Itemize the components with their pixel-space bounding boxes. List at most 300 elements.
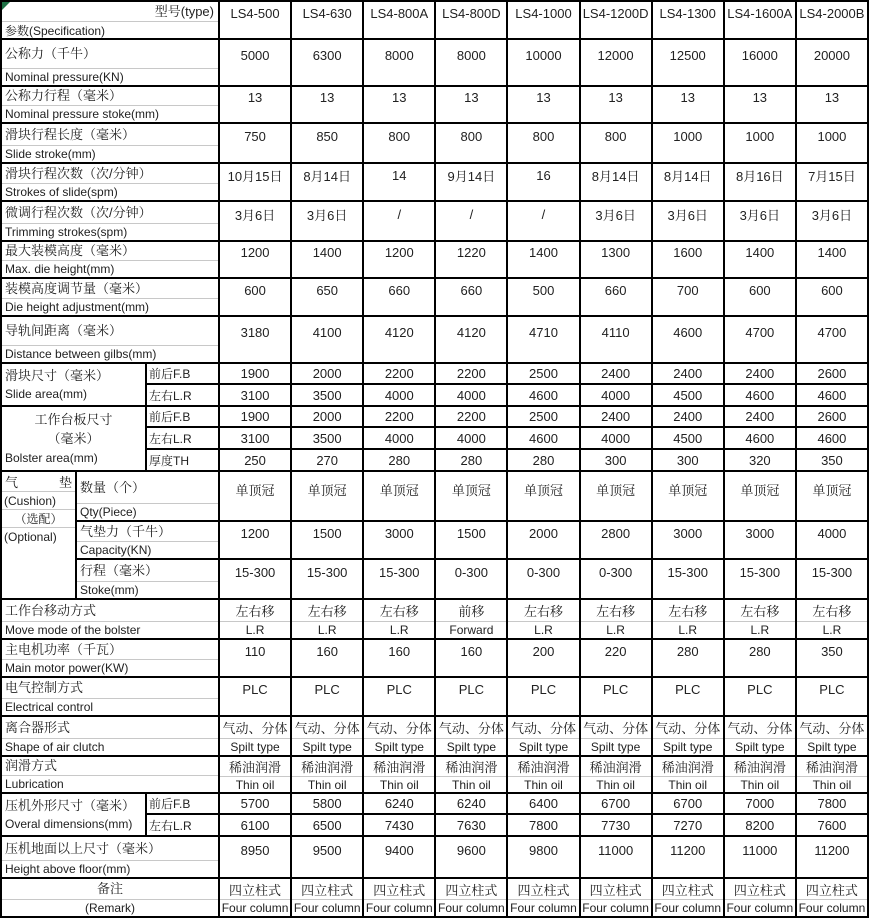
group-subrows — [147, 407, 867, 470]
cell-value: 2000 — [529, 525, 558, 541]
cell-value-en: Thin oil — [812, 777, 852, 792]
cell-value: 300 — [604, 452, 627, 468]
cell-value: / — [469, 206, 474, 222]
value-cell — [725, 317, 797, 362]
cell-value-cn: 气动、分体 — [797, 717, 867, 739]
value-cell — [220, 522, 292, 558]
cell-value: 13 — [752, 90, 768, 105]
row-label — [2, 757, 220, 792]
spec-row — [2, 202, 867, 242]
cell-value: 8月14日 — [591, 168, 640, 184]
cell-value-cn: 气动、分体 — [220, 717, 290, 739]
cell-value-en: Four column — [726, 901, 794, 915]
value-cell — [436, 242, 508, 277]
cell-value: 3月6日 — [667, 207, 708, 223]
cell-value: 1300 — [601, 245, 631, 260]
group-label-line: 工作台板尺寸 — [34, 411, 113, 427]
value-cell — [508, 364, 580, 383]
sub-row — [147, 428, 867, 450]
cell-value-cn: 左右移 — [725, 600, 795, 622]
spec-row — [2, 757, 867, 794]
cushion-section-row — [2, 472, 867, 600]
cell-value-cn: 左右移 — [364, 600, 434, 622]
cushion-side-top — [2, 472, 75, 492]
cell-value-en: L.R — [606, 623, 625, 637]
value-cell — [797, 522, 867, 558]
cell-value: 3月6日 — [595, 207, 636, 223]
value-cell — [725, 815, 797, 835]
cell-value-cn: 左右移 — [581, 600, 651, 622]
row-label — [77, 522, 220, 558]
cell-value: 750 — [244, 128, 266, 144]
cell-value-en: Spilt type — [374, 740, 424, 754]
value-cell — [436, 678, 508, 715]
cell-value-en: Four column — [654, 901, 722, 915]
value-cell — [292, 600, 364, 638]
value-cell — [581, 124, 653, 162]
value-cell — [508, 879, 580, 916]
spec-row — [2, 279, 867, 317]
col-header — [508, 2, 580, 38]
cell-value: 15-300 — [667, 564, 708, 580]
value-cell — [292, 522, 364, 558]
cell-value-en: L.R — [245, 623, 265, 637]
cushion-rows — [77, 472, 867, 598]
row-label-cn: 公称力（千牛） — [2, 40, 218, 69]
sub-row-label: 厚度TH — [147, 450, 220, 470]
cell-value: 11200 — [814, 842, 850, 858]
value-cell — [220, 87, 292, 122]
cell-value: 单顶冠 — [235, 482, 275, 498]
row-label-en: Electrical control — [5, 700, 94, 714]
spec-row — [2, 717, 867, 757]
sub-row-label: 左右L.R — [147, 815, 220, 835]
cell-value: 6300 — [312, 48, 342, 63]
cell-value: 0-300 — [454, 564, 488, 580]
cell-value-en: Spilt type — [807, 740, 857, 754]
cell-value: 600 — [244, 282, 266, 298]
value-cell — [364, 242, 436, 277]
value-cell — [292, 472, 364, 520]
cell-value: 1200 — [240, 245, 270, 260]
value-cell — [436, 794, 508, 813]
cell-value: 4120 — [384, 325, 414, 340]
value-cell — [508, 600, 580, 638]
cell-value-cn: 左右移 — [797, 600, 867, 622]
value-cell — [436, 560, 508, 598]
value-cell — [797, 815, 867, 835]
cell-value: 4500 — [673, 387, 703, 403]
cell-value: 110 — [244, 643, 266, 659]
value-cell — [581, 472, 653, 520]
cell-value-cn: 气动、分体 — [364, 717, 434, 739]
cell-value: 4600 — [529, 387, 558, 403]
value-cell — [653, 279, 725, 315]
row-label-cn: 型号(type) — [2, 2, 218, 22]
value-cell — [725, 279, 797, 315]
cell-value: 15-300 — [739, 564, 781, 580]
group-label-line: Bolster area(mm) — [5, 451, 98, 465]
cell-value: 8950 — [240, 842, 270, 858]
value-cell — [220, 472, 292, 520]
value-cell — [581, 640, 653, 676]
cell-value: LS4-630 — [302, 5, 352, 21]
value-cell — [797, 879, 867, 916]
cell-value: 4600 — [817, 387, 847, 403]
row-label-cn: 主电机功率（千瓦） — [2, 640, 218, 660]
cell-value: 6500 — [312, 817, 342, 833]
cell-value: 1400 — [745, 245, 775, 260]
cell-value-cn: 稀油润滑 — [508, 757, 578, 777]
value-cell — [292, 407, 364, 426]
sub-row — [147, 407, 867, 428]
row-label — [2, 279, 220, 315]
value-cell — [653, 164, 725, 200]
cell-value-cn: 稀油润滑 — [220, 757, 290, 777]
cell-value: 1900 — [240, 366, 270, 381]
cell-value-cn: 左右移 — [508, 600, 578, 622]
value-cell — [364, 317, 436, 362]
value-cell — [797, 242, 867, 277]
cell-value-en: Four column — [510, 901, 577, 915]
value-cell — [581, 815, 653, 835]
cushion-row — [77, 560, 867, 598]
cell-value-en: Thin oil — [668, 777, 708, 792]
green-triangle-icon — [2, 2, 10, 10]
cell-value: PLC — [314, 682, 340, 697]
value-cell — [581, 317, 653, 362]
cell-value: 2400 — [601, 409, 631, 424]
cell-value: 13 — [319, 90, 335, 105]
value-cell — [581, 364, 653, 383]
row-label-cn: 微调行程次数（次/分钟） — [2, 202, 218, 224]
value-cell — [436, 124, 508, 162]
value-cell — [508, 837, 580, 877]
value-cell — [797, 407, 867, 426]
row-label — [2, 40, 220, 85]
corner-cell — [2, 2, 220, 38]
value-cell — [292, 364, 364, 383]
cell-value: 4000 — [601, 430, 631, 446]
cell-value: 3月6日 — [811, 207, 853, 223]
cell-value: 13 — [464, 90, 479, 105]
cell-value: / — [541, 206, 546, 222]
value-cell — [581, 428, 653, 448]
cell-value: 4700 — [745, 325, 775, 340]
cell-value: 700 — [676, 282, 699, 298]
value-cell — [725, 407, 797, 426]
cell-value: 8200 — [745, 817, 775, 833]
row-label-cn: 备注 — [2, 879, 218, 900]
value-cell — [436, 279, 508, 315]
cell-value: 3500 — [312, 387, 342, 403]
cell-value: 3100 — [240, 430, 270, 446]
cell-value: LS4-500 — [230, 5, 280, 21]
cell-value: 7800 — [817, 796, 847, 811]
cell-value-en: Thin oil — [235, 777, 275, 792]
value-cell — [581, 407, 653, 426]
value-cell — [436, 317, 508, 362]
sub-row-label: 左右L.R — [147, 385, 220, 405]
value-cell — [797, 560, 867, 598]
value-cell — [220, 600, 292, 638]
cell-value-en: Four column — [293, 901, 361, 915]
value-cell — [725, 794, 797, 813]
cell-value-en: Four column — [582, 901, 649, 915]
row-label — [77, 560, 220, 598]
value-cell — [797, 757, 867, 792]
cell-value: 1400 — [529, 245, 558, 260]
value-cell — [581, 202, 653, 240]
value-cell — [364, 87, 436, 122]
cell-value: 1000 — [673, 128, 703, 144]
value-cell — [364, 407, 436, 426]
cell-value-en: L.R — [389, 623, 409, 637]
cell-value: 660 — [604, 282, 627, 298]
cell-value: 7月15日 — [808, 168, 856, 184]
spec-row — [2, 124, 867, 164]
cell-value: 1900 — [240, 409, 270, 424]
value-cell — [581, 242, 653, 277]
cell-value-en: L.R — [317, 623, 337, 637]
cell-value: 13 — [247, 90, 263, 105]
cell-value: 1400 — [312, 245, 342, 260]
cell-value: 4000 — [456, 387, 486, 403]
value-cell — [436, 640, 508, 676]
cell-value: 7000 — [745, 796, 775, 811]
cell-value: 单顶冠 — [451, 482, 491, 498]
cell-value: 800 — [604, 128, 627, 144]
cell-value-cn: 四立柱式 — [581, 879, 651, 900]
cell-value: 4600 — [745, 387, 775, 403]
cell-value: 4000 — [817, 525, 847, 541]
cell-value: 4000 — [601, 387, 631, 403]
value-cell — [364, 164, 436, 200]
cell-value: 8月14日 — [663, 168, 712, 184]
value-cell — [220, 717, 292, 755]
cushion-row — [77, 522, 867, 560]
cell-value: 单顶冠 — [812, 482, 852, 498]
row-label-cn: 导轨间距离（毫米） — [2, 317, 218, 346]
cell-value: 160 — [460, 643, 483, 659]
value-cell — [581, 717, 653, 755]
cell-value-en: Spilt type — [590, 740, 641, 754]
value-cell — [725, 385, 797, 405]
cell-value: 4100 — [312, 325, 342, 340]
cell-value: 4000 — [384, 430, 414, 446]
row-label-cn: 行程（毫米） — [77, 560, 218, 582]
value-cell — [364, 40, 436, 85]
row-label — [2, 242, 220, 277]
row-label-en: Height above floor(mm) — [5, 862, 131, 876]
cell-value: 320 — [748, 452, 771, 468]
cell-value-en: Four column — [798, 901, 866, 915]
value-cell — [292, 385, 364, 405]
cell-value-en: Four column — [221, 901, 289, 915]
cell-value: 160 — [316, 643, 339, 659]
value-cell — [653, 472, 725, 520]
value-cell — [725, 837, 797, 877]
value-cell — [508, 40, 580, 85]
cell-value: 13 — [608, 90, 623, 105]
cell-value: 850 — [316, 128, 339, 144]
cell-value-en: Spilt type — [446, 740, 497, 754]
cell-value: 1400 — [817, 245, 847, 260]
cell-value: 6240 — [456, 796, 486, 811]
row-label — [2, 124, 220, 162]
cell-value: 160 — [388, 643, 411, 659]
sub-row-label: 前后F.B — [147, 364, 220, 383]
row-label-en: Nominal pressure stoke(mm) — [5, 107, 160, 121]
cell-value: 9800 — [529, 842, 558, 858]
value-cell — [220, 837, 292, 877]
value-cell — [292, 124, 364, 162]
col-header — [220, 2, 292, 38]
value-cell — [725, 522, 797, 558]
row-label — [2, 164, 220, 200]
cell-value-cn: 气动、分体 — [508, 717, 578, 739]
cell-value: 1600 — [673, 245, 703, 260]
cell-value-en: Four column — [365, 901, 433, 915]
cell-value-cn: 四立柱式 — [292, 879, 362, 900]
row-label — [2, 640, 220, 676]
value-cell — [653, 87, 725, 122]
value-cell — [797, 124, 867, 162]
value-cell — [797, 385, 867, 405]
cell-value: 4600 — [529, 430, 558, 446]
sub-row — [147, 385, 867, 405]
value-cell — [508, 450, 580, 470]
value-cell — [364, 472, 436, 520]
value-cell — [364, 202, 436, 240]
col-header — [292, 2, 364, 38]
value-cell — [220, 317, 292, 362]
value-cell — [797, 317, 867, 362]
row-label — [2, 837, 220, 877]
value-cell — [436, 472, 508, 520]
value-cell — [797, 450, 867, 470]
cushion-side-line: (Optional) — [4, 529, 57, 544]
cell-value: 11000 — [742, 842, 778, 858]
row-label-cn: 压机地面以上尺寸（毫米） — [2, 837, 218, 861]
value-cell — [797, 717, 867, 755]
cell-value: LS4-800A — [370, 5, 429, 21]
value-cell — [292, 87, 364, 122]
cell-value: 4500 — [673, 430, 703, 446]
cell-value-en: Forward — [449, 623, 494, 637]
value-cell — [725, 472, 797, 520]
cell-value-en: Thin oil — [452, 777, 491, 792]
cell-value: 1220 — [456, 245, 486, 260]
cell-value: 9400 — [384, 842, 414, 858]
cell-value-en: Spilt type — [518, 740, 569, 754]
row-label-cn: 离合器形式 — [2, 717, 218, 739]
cell-value: LS4-2000B — [799, 5, 865, 21]
cell-value: 单顶冠 — [523, 482, 563, 498]
value-cell — [581, 522, 653, 558]
spec-row — [2, 600, 867, 640]
cell-value-en: Spilt type — [663, 740, 713, 754]
value-cell — [581, 385, 653, 405]
cell-value: 15-300 — [379, 564, 420, 580]
value-cell — [364, 385, 436, 405]
cell-value: 500 — [532, 282, 555, 298]
value-cell — [508, 385, 580, 405]
cell-value: 4000 — [456, 430, 486, 446]
cell-value: 2400 — [673, 366, 703, 381]
row-label-cn: 工作台移动方式 — [2, 600, 218, 622]
row-label-en: Max. die height(mm) — [5, 262, 115, 276]
col-header — [797, 2, 867, 38]
cell-value: 2200 — [384, 366, 414, 381]
col-header — [725, 2, 797, 38]
cell-value: 14 — [392, 167, 407, 183]
value-cell — [220, 124, 292, 162]
cell-value: 12000 — [597, 48, 634, 63]
value-cell — [653, 600, 725, 638]
cell-value-en: Spilt type — [302, 740, 352, 754]
value-cell — [364, 879, 436, 916]
value-cell — [653, 385, 725, 405]
value-cell — [581, 757, 653, 792]
value-cell — [581, 450, 653, 470]
cell-value: 2400 — [601, 366, 631, 381]
cell-value: 13 — [680, 90, 695, 105]
cell-value: 3000 — [745, 525, 775, 541]
cell-value: 4120 — [456, 325, 486, 340]
value-cell — [581, 794, 653, 813]
row-label-cn: 最大装模高度（毫米） — [2, 242, 218, 261]
row-label-en: Move mode of the bolster — [5, 623, 141, 637]
cell-value: 15-300 — [811, 564, 853, 580]
cell-value: 2500 — [529, 409, 558, 424]
value-cell — [581, 87, 653, 122]
cell-value: 15-300 — [234, 564, 276, 580]
cell-value: 13 — [536, 90, 551, 105]
value-cell — [436, 87, 508, 122]
cell-value: LS4-1600A — [727, 5, 793, 21]
cell-value-cn: 四立柱式 — [436, 879, 506, 900]
group-subrows — [147, 794, 867, 835]
cell-value: 13 — [824, 90, 840, 105]
cell-value: 220 — [604, 643, 627, 659]
value-cell — [653, 124, 725, 162]
value-cell — [508, 202, 580, 240]
cell-value: 6240 — [384, 796, 414, 811]
cell-value-cn: 稀油润滑 — [653, 757, 723, 777]
cell-value-cn: 气动、分体 — [581, 717, 651, 739]
value-cell — [292, 164, 364, 200]
spec-row — [2, 40, 867, 87]
cell-value-cn: 气动、分体 — [653, 717, 723, 739]
value-cell — [653, 815, 725, 835]
value-cell — [364, 522, 436, 558]
cell-value: 3500 — [312, 430, 342, 446]
cell-value: 2000 — [312, 366, 342, 381]
row-label-cn: 滑块行程长度（毫米） — [2, 124, 218, 146]
cell-value: 7430 — [384, 817, 414, 833]
cell-value-cn: 稀油润滑 — [581, 757, 651, 777]
row-label — [2, 717, 220, 755]
value-cell — [364, 124, 436, 162]
row-label — [77, 472, 220, 520]
cell-value: 600 — [821, 282, 843, 298]
value-cell — [508, 678, 580, 715]
value-cell — [653, 364, 725, 383]
value-cell — [436, 757, 508, 792]
value-cell — [508, 279, 580, 315]
value-cell — [220, 640, 292, 676]
